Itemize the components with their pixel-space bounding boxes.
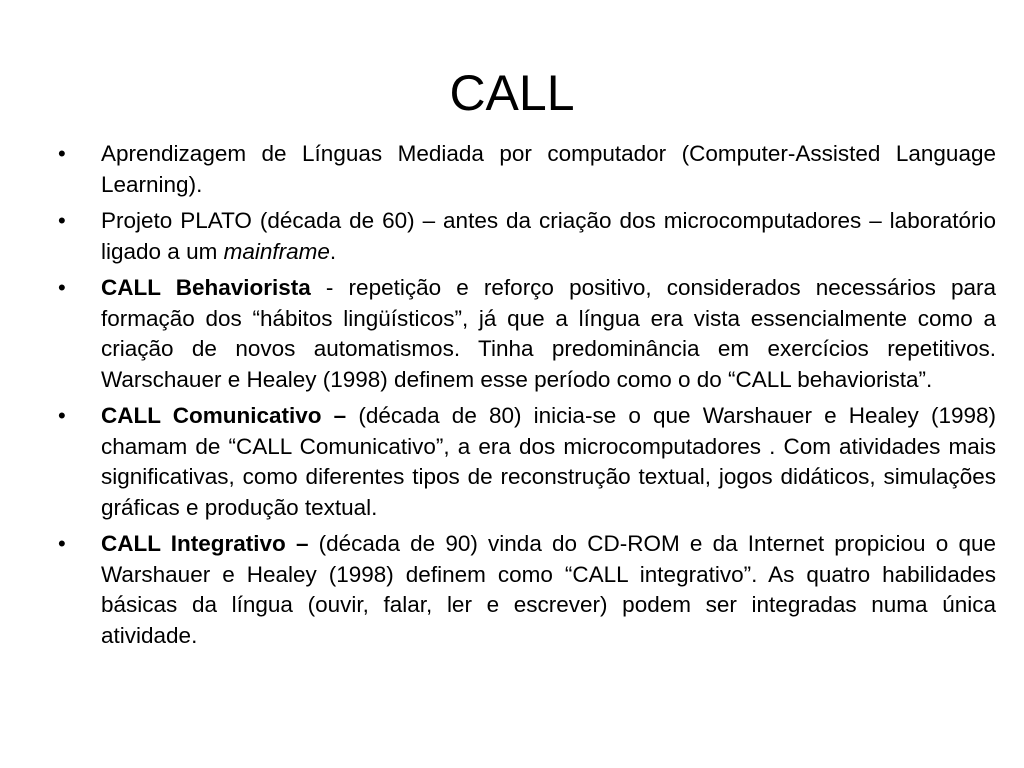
bullet-text: Aprendizagem de Línguas Mediada por computador (Computer-Assisted Language Learning).	[101, 141, 996, 197]
bullet-emphasis: mainframe	[223, 238, 330, 264]
bullet-text	[101, 403, 996, 520]
slide-title: CALL	[449, 65, 575, 121]
bullet-dot-icon: •	[58, 141, 66, 166]
bullet-dot-icon: •	[58, 403, 66, 428]
list-item	[58, 401, 996, 523]
list-item	[58, 529, 996, 651]
bullet-text-after: .	[329, 238, 337, 264]
bullet-dot-icon: •	[58, 531, 66, 556]
bullet-dot-icon: •	[58, 208, 66, 233]
bullet-dot-icon: •	[58, 275, 66, 300]
bullet-list	[58, 139, 996, 657]
list-item	[58, 206, 996, 267]
bullet-text	[101, 275, 996, 392]
bullet-lead: CALL Integrativo –	[101, 531, 309, 556]
bullet-text	[101, 208, 996, 264]
bullet-text	[101, 531, 996, 648]
bullet-lead: CALL Behaviorista	[101, 275, 311, 300]
bullet-body: - repetição e reforço positivo, considerados necessários para formação dos “hábitos lingüísticos”, já que a língua era vista essencialmente como a criação de novos automatismos. Tinha predominância em exercícios repetitivos. Warschauer e Healey (1998) definem esse período como o do “CALL behaviorista”.	[101, 275, 996, 392]
bullet-body: (década de 90) vinda do CD-ROM e da Internet propiciou o que Warshauer e Healey (1998) definem como “CALL integrativo”. As quatro habilidades básicas da língua (ouvir, falar, ler e escrever) podem ser integradas numa única atividade.	[101, 531, 996, 648]
list-item	[58, 139, 996, 200]
bullet-text-before: Projeto PLATO (década de 60) – antes da criação dos microcomputadores – laboratório ligado a um	[101, 208, 996, 264]
list-item	[58, 273, 996, 395]
bullet-body: (década de 80) inicia-se o que Warshauer e Healey (1998) chamam de “CALL Comunicativo”, a era dos microcomputadores . Com atividades mais significativas, como diferentes tipos de reconstrução textual, jogos didáticos, simulações gráficas e produção textual.	[101, 403, 996, 520]
bullet-lead: CALL Comunicativo –	[101, 403, 347, 428]
